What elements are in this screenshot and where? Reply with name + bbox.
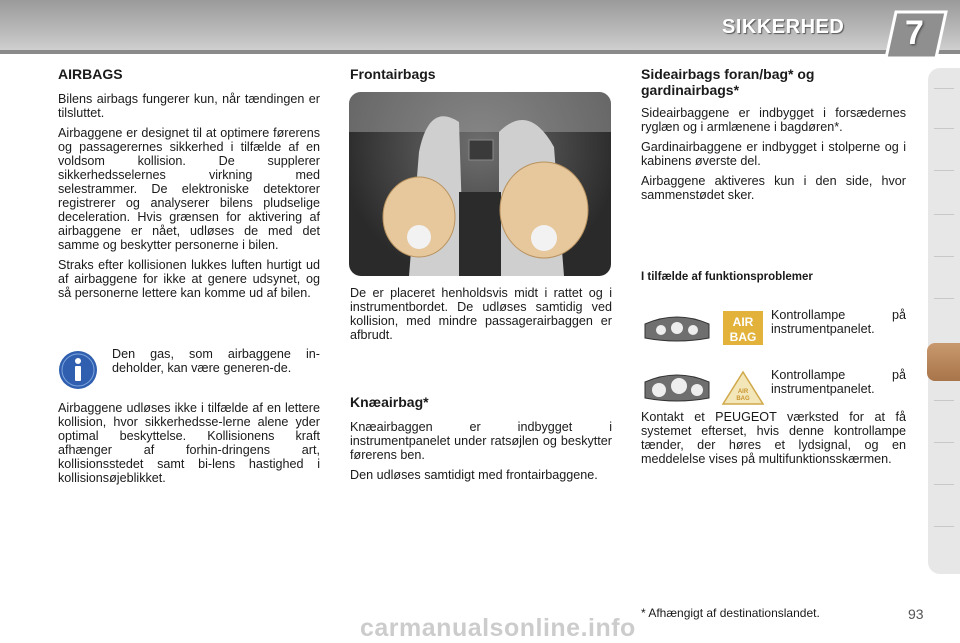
paragraph: Knæairbaggen er indbygget i instrumentpanelet under ratsøjlen og beskytter førerens ben. (350, 420, 612, 462)
section-heading-knaeairbag: Knæairbag* (350, 394, 429, 410)
header-strip (0, 50, 960, 54)
footnote: * Afhængigt af destinationslandet. (641, 606, 820, 620)
tab-divider (934, 526, 954, 527)
airbag-lamp-label-top: AIR (732, 315, 754, 329)
paragraph: Gardinairbaggene er indbygget i stolperne og i kabinens øverste del. (641, 140, 906, 168)
paragraph: Den udløses samtidigt med frontairbaggene. (350, 468, 598, 482)
airbag-warning-label-top: AIR (737, 389, 749, 395)
watermark: carmanualsonline.info (360, 614, 636, 642)
chapter-tabs (928, 68, 960, 574)
airbag-lamp-label-bottom: BAG (729, 330, 757, 344)
warning-lamp-row (641, 308, 906, 348)
paragraph: Kontakt et PEUGEOT værksted for at få systemet efterset, hvis denne kontrollampe tænder, der høres et lydsignal, og en meddelelse vises på multifunktionsskærmen. (641, 410, 906, 466)
malfunction-instructions (641, 410, 906, 472)
paragraph: Bilens airbags fungerer kun, når tændingen er tilsluttet. (58, 92, 320, 120)
instrument-cluster-icon (641, 368, 766, 408)
tab-active-chapter[interactable] (927, 343, 960, 381)
column-knaeairbag (350, 394, 612, 488)
paragraph: Sideairbaggene er indbygget i forsædernes ryglæn og i armlænene i bagdøren*. (641, 106, 906, 134)
column-airbags (58, 66, 320, 306)
column-sideairbags (641, 66, 906, 208)
page-number: 93 (908, 606, 924, 622)
subheading-malfunction: I tilfælde af funktionsproblemer (641, 271, 813, 283)
instrument-cluster-icon (641, 308, 766, 348)
info-note: Den gas, som airbaggene in-deholder, kan være generen-de. (112, 347, 320, 375)
paragraph: Straks efter kollisionen lukkes luften hurtigt ud af airbaggene for ikke at genere udsynet, og så personerne lettere kan komme ud af bilen. (58, 258, 320, 300)
airbag-warning-label-bottom: BAG (736, 396, 750, 402)
warning-lamp-row (641, 368, 906, 408)
chapter-number: 7 (905, 14, 924, 52)
tab-divider (934, 88, 954, 89)
column-frontairbags-text (350, 286, 612, 348)
section-heading-frontairbags: Frontairbags (350, 66, 436, 82)
car-interior-illustration (349, 92, 611, 276)
tab-divider (934, 170, 954, 171)
tab-divider (934, 298, 954, 299)
lamp-description: Kontrollampe på instrumentpanelet. (771, 308, 906, 336)
tab-divider (934, 484, 954, 485)
malfunction-section (641, 270, 906, 284)
section-heading-sideairbags: Sideairbags foran/bag* og gardinairbags* (641, 66, 815, 98)
airbag-photo (349, 92, 611, 276)
info-icon (58, 350, 98, 390)
paragraph: Airbaggene aktiveres kun i den side, hvor sammenstødet sker. (641, 174, 906, 202)
lamp-description: Kontrollampe på instrumentpanelet. (771, 368, 906, 396)
paragraph: De er placeret henholdsvis midt i rattet og i instrumentbordet. De udløses samtidig ved kollision, med mindre passagerairbaggen er afbrudt. (350, 286, 612, 342)
tab-divider (934, 400, 954, 401)
tab-divider (934, 442, 954, 443)
section-heading-airbags: AIRBAGS (58, 66, 123, 82)
tab-divider (934, 128, 954, 129)
paragraph: Airbaggene er designet til at optimere førerens og passagerernes sikkerhed i tilfælde af en voldsom kollision. De supplerer sikkerhedsselernes virkning med selestrammer. De elektroniske detektorer registrerer og analyserer bilens pludselige deceleration. Hvis grænsen for aktivering af airbaggene er nået, udløses de med det samme og beskytter personerne i bilen. (58, 126, 320, 252)
paragraph: Airbaggene udløses ikke i tilfælde af en lettere kollision, hvor sikkerhedsse-lerne alene yder optimal beskyttelse. Kollisionens kraft afhænger af forhin-dringens art, kollisionsstedet samt bi-lens hastighed i kollisionsøjeblikket. (58, 401, 320, 485)
chapter-title: SIKKERHED (722, 16, 845, 38)
tab-divider (934, 214, 954, 215)
column-frontairbags (350, 66, 612, 92)
column-airbags-lower (58, 401, 320, 491)
tab-divider (934, 256, 954, 257)
